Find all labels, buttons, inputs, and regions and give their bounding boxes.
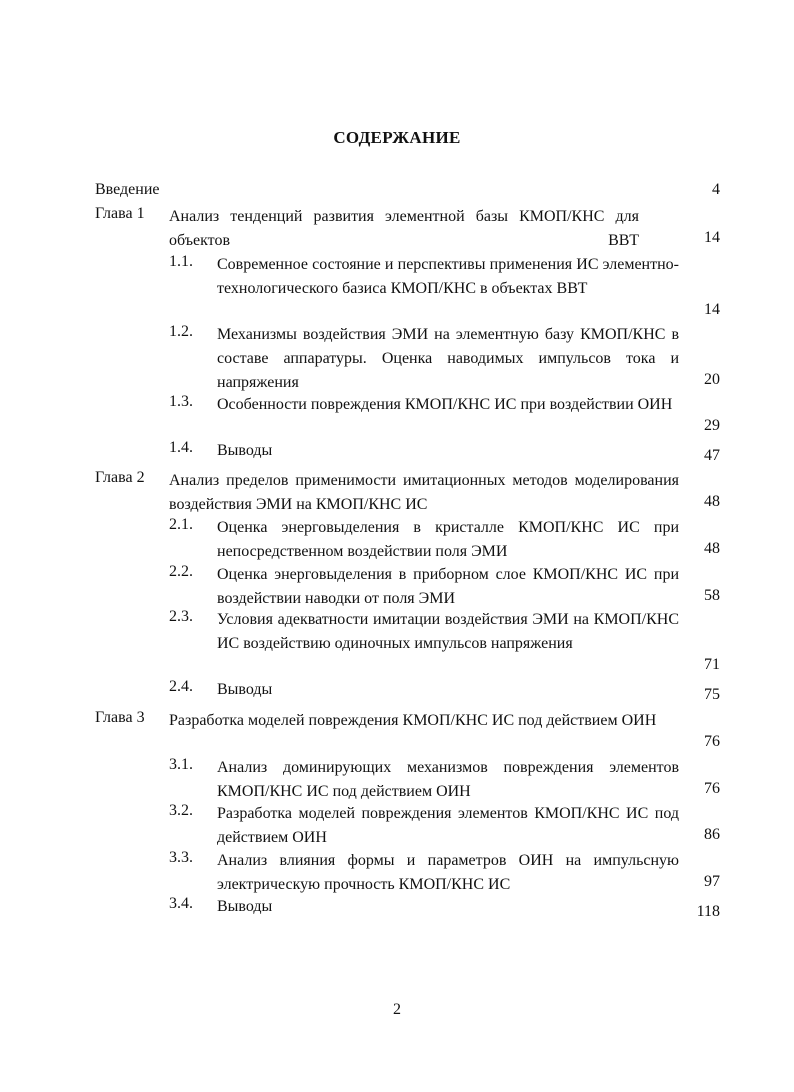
toc-page-number: 118 bbox=[696, 903, 720, 920]
section-title: Оценка энерговыделения в приборном слое КМОП/КНС ИС при воздействии наводки от поля ЭМИ bbox=[217, 566, 679, 607]
section-number: 1.1. bbox=[169, 253, 193, 270]
section-number: 2.2. bbox=[169, 563, 193, 580]
toc-page-number: 58 bbox=[704, 587, 720, 604]
section-title: Разработка моделей повреждения элементов КМОП/КНС ИС под действием ОИН bbox=[217, 805, 679, 846]
section-title: Выводы bbox=[217, 681, 273, 698]
toc-page-number: 48 bbox=[704, 493, 720, 510]
section-number: 2.4. bbox=[169, 678, 193, 695]
page-title: СОДЕРЖАНИЕ bbox=[333, 128, 461, 147]
section-title: Современное состояние и перспективы применения ИС элементно-технологического базиса КМОП/КНС в объектах ВВТ bbox=[217, 256, 679, 297]
section-number: 2.3. bbox=[169, 608, 193, 625]
section-title: Выводы bbox=[217, 898, 273, 915]
section-number: 1.2. bbox=[169, 323, 193, 340]
section-title: Условия адекватности имитации воздействия ЭМИ на КМОП/КНС ИС воздействию одиночных импульсов напряжения bbox=[217, 611, 679, 652]
page-number: 2 bbox=[393, 1001, 401, 1018]
chapter-title: Анализ тенденций развития элементной базы КМОП/КНС для объектов ВВТ bbox=[169, 208, 639, 249]
toc-page-number: 71 bbox=[704, 656, 720, 673]
toc-page-number: 97 bbox=[704, 873, 720, 890]
section-title: Механизмы воздействия ЭМИ на элементную базу КМОП/КНС в составе аппаратуры. Оценка наводимых импульсов тока и напряжения bbox=[217, 326, 679, 391]
toc-page-number: 4 bbox=[712, 181, 720, 198]
section-title: Выводы bbox=[217, 442, 273, 459]
section-number: 3.2. bbox=[169, 802, 193, 819]
toc-page-number: 14 bbox=[704, 301, 720, 318]
toc-page-number: 75 bbox=[704, 686, 720, 703]
section-title: Оценка энерговыделения в кристалле КМОП/КНС ИС при непосредственном воздействии поля ЭМИ bbox=[217, 519, 679, 560]
section-number: 1.4. bbox=[169, 439, 193, 456]
section-title: Анализ доминирующих механизмов повреждения элементов КМОП/КНС ИС под действием ОИН bbox=[217, 759, 679, 800]
chapter-label: Глава 1 bbox=[95, 205, 145, 222]
toc-page-number: 48 bbox=[704, 540, 720, 557]
section-number: 2.1. bbox=[169, 516, 193, 533]
chapter-label: Глава 2 bbox=[95, 469, 145, 486]
toc-page-number: 29 bbox=[704, 417, 720, 434]
section-title: Особенности повреждения КМОП/КНС ИС при воздействии ОИН bbox=[217, 396, 673, 413]
toc-page-number: 14 bbox=[704, 229, 720, 246]
toc-page-number: 76 bbox=[704, 780, 720, 797]
section-number: 3.3. bbox=[169, 849, 193, 866]
section-number: 3.1. bbox=[169, 756, 193, 773]
toc-page-number: 76 bbox=[704, 733, 720, 750]
toc-page-number: 20 bbox=[704, 371, 720, 388]
section-number: 3.4. bbox=[169, 895, 193, 912]
section-number: 1.3. bbox=[169, 393, 193, 410]
chapter-title: Анализ пределов применимости имитационных методов моделирования воздействия ЭМИ на КМОП/КНС ИС bbox=[169, 472, 679, 513]
section-title: Анализ влияния формы и параметров ОИН на импульсную электрическую прочность КМОП/КНС ИС bbox=[217, 852, 679, 893]
toc-page-number: 47 bbox=[704, 447, 720, 464]
chapter-title: Разработка моделей повреждения КМОП/КНС ИС под действием ОИН bbox=[169, 712, 657, 729]
chapter-label: Глава 3 bbox=[95, 709, 145, 726]
toc-page-number: 86 bbox=[704, 826, 720, 843]
toc-intro-title: Введение bbox=[95, 181, 160, 198]
